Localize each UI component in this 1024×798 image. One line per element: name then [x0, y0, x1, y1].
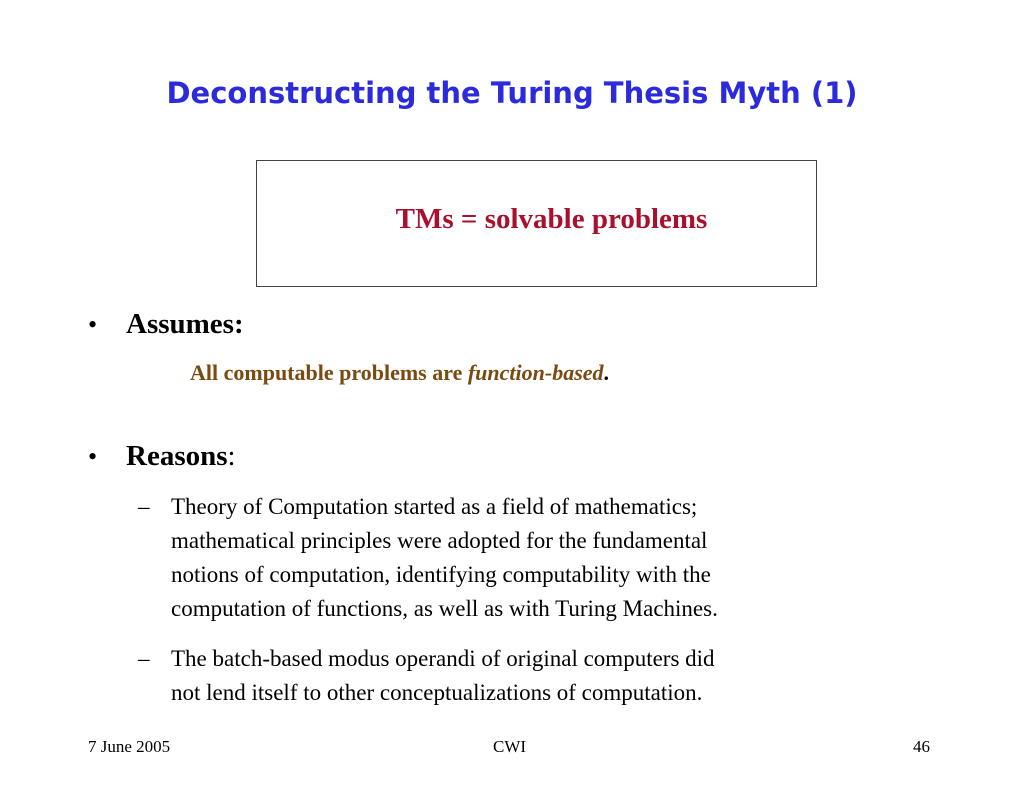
- reason-line: The batch-based modus operandi of original computers did: [171, 646, 715, 671]
- slide-title: Deconstructing the Turing Thesis Myth (1): [166, 76, 858, 110]
- dash-marker: –: [138, 646, 150, 671]
- bullet-assumes: [88, 308, 244, 341]
- reason-line: computation of functions, as well as with Turing Machines.: [171, 596, 718, 621]
- boxed-statement: TMs = solvable problems: [395, 203, 708, 235]
- bullet-colon: :: [227, 440, 236, 472]
- assumes-emphasis: function-based: [467, 360, 604, 385]
- footer-page-number: 46: [913, 737, 930, 756]
- reason-text-1: [171, 490, 718, 626]
- assumes-statement: [190, 360, 609, 386]
- dash-marker: –: [138, 494, 150, 519]
- bullet-marker: •: [88, 310, 98, 339]
- reason-line: Theory of Computation started as a field of mathematics;: [171, 494, 698, 519]
- reason-line: not lend itself to other conceptualizations of computation.: [171, 680, 703, 705]
- reason-text-2: [171, 642, 715, 710]
- reason-line: notions of computation, identifying computability with the: [171, 562, 711, 587]
- bullet-marker: •: [88, 442, 98, 471]
- bullet-label-assumes: Assumes:: [126, 308, 244, 340]
- highlight-box: [256, 160, 817, 287]
- assumes-prefix: All computable problems are: [190, 360, 468, 385]
- bullet-label-reasons: Reasons: [126, 440, 228, 472]
- assumes-suffix: .: [603, 360, 610, 385]
- bullet-reasons: [88, 440, 236, 473]
- footer-date: 7 June 2005: [88, 737, 171, 756]
- reason-line: mathematical principles were adopted for the fundamental: [171, 528, 708, 553]
- footer-center: CWI: [493, 737, 527, 756]
